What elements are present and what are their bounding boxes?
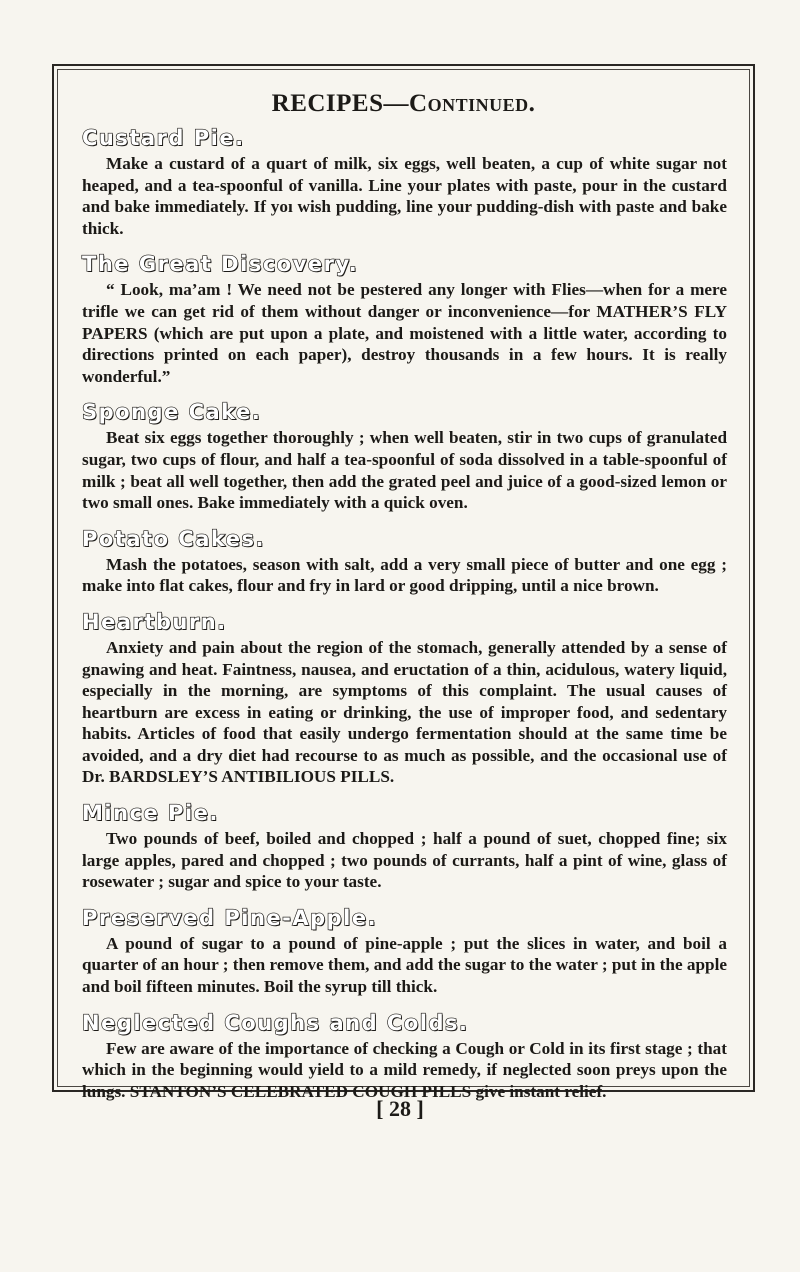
recipe-body: “ Look, ma’am ! We need not be pestered any longer with Flies—when for a mere trifle we can get rid of them without danger or inconvenience—for MATHER’S FLY PAPERS (which are put upon a plate, and moistened with a little water, according to directions printed on each paper), destroy thousands in a few hours. It is really wonderful.” xyxy=(82,280,727,386)
recipe-title: Potato Cakes. xyxy=(82,526,266,551)
page-number: [ 28 ] xyxy=(376,1096,424,1121)
recipe-body: A pound of sugar to a pound of pine-apple ; put the slices in water, and boil a quarter of an hour ; then remove them, and add the sugar to the water ; put in the apple and boil fifteen minutes. Boil the syrup till thick. xyxy=(82,933,727,997)
recipe-title: The Great Discovery. xyxy=(82,252,359,277)
recipe-great-discovery xyxy=(82,252,727,387)
recipe-sponge-cake xyxy=(82,400,727,513)
recipe-title: Neglected Coughs and Colds. xyxy=(82,1010,469,1035)
page-border xyxy=(52,64,755,1101)
recipe-preserved-pine-apple xyxy=(82,906,727,998)
recipe-potato-cakes xyxy=(82,527,727,597)
recipe-neglected-coughs xyxy=(82,1011,727,1103)
recipe-title: Preserved Pine-Apple. xyxy=(82,905,378,930)
recipe-title: Heartburn. xyxy=(82,609,227,634)
recipe-title: Custard Pie. xyxy=(82,126,245,150)
recipe-body: Mash the potatoes, season with salt, add a very small piece of butter and one egg ; make into flat cakes, flour and fry in lard or good dripping, until a nice brown. xyxy=(82,554,727,596)
recipe-title: Mince Pie. xyxy=(82,801,219,826)
recipe-title: Sponge Cake. xyxy=(82,400,262,425)
recipe-heartburn xyxy=(82,610,727,788)
recipe-custard-pie xyxy=(82,126,727,239)
recipe-body: Make a custard of a quart of milk, six eggs, well beaten, a cup of white sugar not heaped, and a tea-spoonful of vanilla. Line your plates with paste, pour in the custard and bake immediately. If yoı wish pudding, line your pudding-dish with paste and bake thick. xyxy=(82,154,727,238)
running-head xyxy=(54,90,753,118)
running-head-subtitle: Continued. xyxy=(409,90,536,117)
recipe-mince-pie xyxy=(82,801,727,893)
recipe-body: Beat six eggs together thoroughly ; when well beaten, stir in two cups of granulated sugar, two cups of flour, and half a tea-spoonful of soda dissolved in a table-spoonful of milk ; beat all well together, then add the grated peel and juice of a good-sized lemon or two small ones. Bake immediately with a quick oven. xyxy=(82,428,727,513)
recipe-body: Anxiety and pain about the region of the stomach, generally attended by a sense of gnawing and heat. Faintness, nausea, and eructation of a thin, acidulous, watery liquid, especially in the morning, are symptoms of this complaint. The usual causes of heartburn are excess in eating or drinking, the use of improper food, and sedentary habits. Articles of food that easily undergo fermentation should at the same time be avoided, and a dry diet had recourse to as much as possible, and the occasional use of Dr. BARDSLEY’S ANTIBILIOUS PILLS. xyxy=(82,637,727,787)
recipe-body: Few are aware of the importance of checking a Cough or Cold in its first stage ; that which in the beginning would yield to a mild remedy, if neglected soon preys upon the lungs. STANTON’S CELEBRATED COUGH PILLS give instant relief. xyxy=(82,1038,727,1101)
recipe-body: Two pounds of beef, boiled and chopped ; half a pound of suet, chopped fine; six large apples, pared and chopped ; two pounds of currants, half a pint of wine, glass of rosewater ; sugar and spice to your taste. xyxy=(82,829,727,892)
recipe-list xyxy=(82,126,727,1115)
running-head-title: RECIPES— xyxy=(271,90,410,117)
